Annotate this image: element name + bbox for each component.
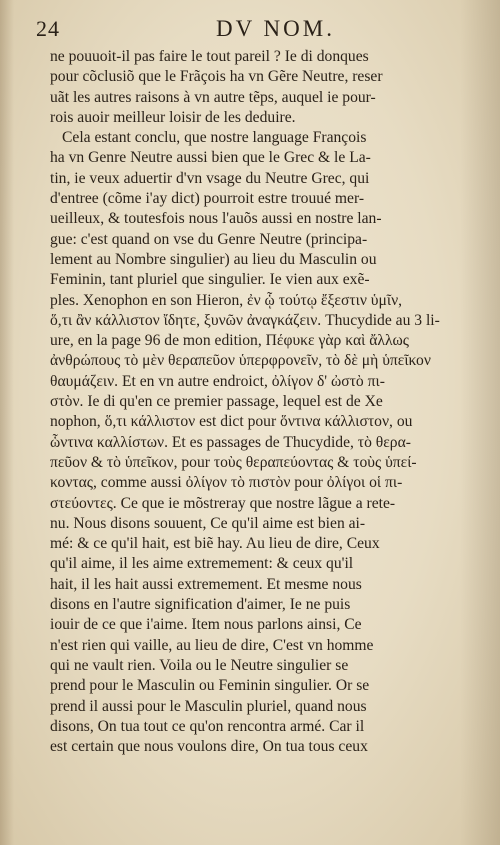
text-line: hait, il les hait aussi extremement. Et mesme nous bbox=[50, 575, 362, 593]
text-line: nu. Nous disons souuent, Ce qu'il aime est bien ai- bbox=[50, 514, 366, 532]
text-line: iouir de ce que i'aime. Item nous parlons ainsi, Ce bbox=[50, 616, 362, 634]
text-line: ἀνθρώπους τὸ μὲν θεραπεῦον ὑπερφρονεῖν, τὸ δὲ μὴ ὑπεῖκον bbox=[50, 352, 431, 370]
text-line: θαυμάζειν. Et en vn autre endroict, ὀλίγον δ' ὠστὸ πι- bbox=[50, 372, 385, 390]
text-line: mé: & ce qu'il hait, est biẽ hay. Au lieu de dire, Ceux bbox=[50, 535, 380, 553]
running-head: DV NOM. bbox=[216, 16, 335, 41]
text-line: uãt les autres raisons à vn autre tẽps, auquel ie pour- bbox=[50, 88, 376, 106]
text-line: nophon, ὅ,τι κάλλιστον est dict pour ὅντινα κάλλιστον, ou bbox=[50, 413, 413, 431]
text-line: tin, ie veux aduertir d'vn vsage du Neutre Grec, qui bbox=[50, 169, 370, 187]
text-line: n'est rien qui vaille, au lieu de dire, C'est vn homme bbox=[50, 636, 374, 654]
text-line: qu'il aime, il les aime extremement: & ceux qu'il bbox=[50, 555, 354, 573]
text-line: pour cõclusiõ que le Frãçois ha vn Gẽre Neutre, reser bbox=[50, 68, 383, 86]
gutter-shadow bbox=[460, 0, 500, 845]
text-line: lement au Nombre singulier) au lieu du Masculin ou bbox=[50, 250, 377, 268]
text-line: disons, On tua tout ce qu'on rencontra armé. Car il bbox=[50, 717, 365, 735]
page-edge-shadow bbox=[0, 0, 14, 845]
text-line: στεύοντες. Ce que ie mõstreray que nostre lãgue a rete- bbox=[50, 494, 396, 512]
page-header bbox=[36, 16, 462, 44]
text-line: ha vn Genre Neutre aussi bien que le Grec & le La- bbox=[50, 149, 371, 167]
text-line: qui ne vault rien. Voila ou le Neutre singulier se bbox=[50, 656, 349, 674]
text-line: ure, en la page 96 de mon edition, Πέφυκε γὰρ καὶ ἄλλως bbox=[50, 332, 409, 350]
text-line: d'entree (cõme i'ay dict) pourroit estre trouué mer- bbox=[50, 190, 365, 208]
text-line: ueilleux, & toutesfois nous l'auõs aussi en nostre lan- bbox=[50, 210, 382, 228]
text-line: ὧντινα καλλίστων. Et es passages de Thucydide, τὸ θερα- bbox=[50, 433, 411, 451]
body-text bbox=[50, 47, 460, 757]
page-number: 24 bbox=[36, 16, 60, 41]
text-line: disons en l'autre signification d'aimer, Ie ne puis bbox=[50, 596, 351, 614]
text-line: prend il aussi pour le Masculin pluriel, quand nous bbox=[50, 697, 367, 715]
text-line: prend pour le Masculin ou Feminin singulier. Or se bbox=[50, 677, 370, 695]
text-line: πεῦον & τὸ ὑπεῖκον, pour τοὺς θεραπεύοντας & τοὺς ὑπεί- bbox=[50, 453, 417, 471]
text-line: Feminin, tant pluriel que singulier. Ie vien aux exẽ- bbox=[50, 271, 370, 289]
text-line: est certain que nous voulons dire, On tua tous ceux bbox=[50, 738, 368, 756]
text-line: στὸν. Ie di qu'en ce premier passage, lequel est de Xe bbox=[50, 393, 383, 411]
text-line: Cela estant conclu, que nostre language François bbox=[62, 129, 367, 147]
text-line: rois auoir meilleur loisir de les deduire. bbox=[50, 108, 296, 126]
text-line: gue: c'est quand on vse du Genre Neutre (principa- bbox=[50, 230, 368, 248]
text-line: ὅ,τι ἂν κάλλιστον ἴδητε, ξυνῶν ἀναγκάζειν. Thucydide au 3 li- bbox=[50, 311, 440, 329]
text-line: ne pouuoit-il pas faire le tout pareil ? Ie di donques bbox=[50, 48, 369, 65]
text-line: ples. Xenophon en son Hieron, ἐν ᾧ τούτῳ ἔξεστιν ὑμῖν, bbox=[50, 291, 403, 309]
text-line: κοντας, comme aussi ὀλίγον τὸ πιστὸν pour ὀλίγοι οἱ πι- bbox=[50, 474, 403, 492]
